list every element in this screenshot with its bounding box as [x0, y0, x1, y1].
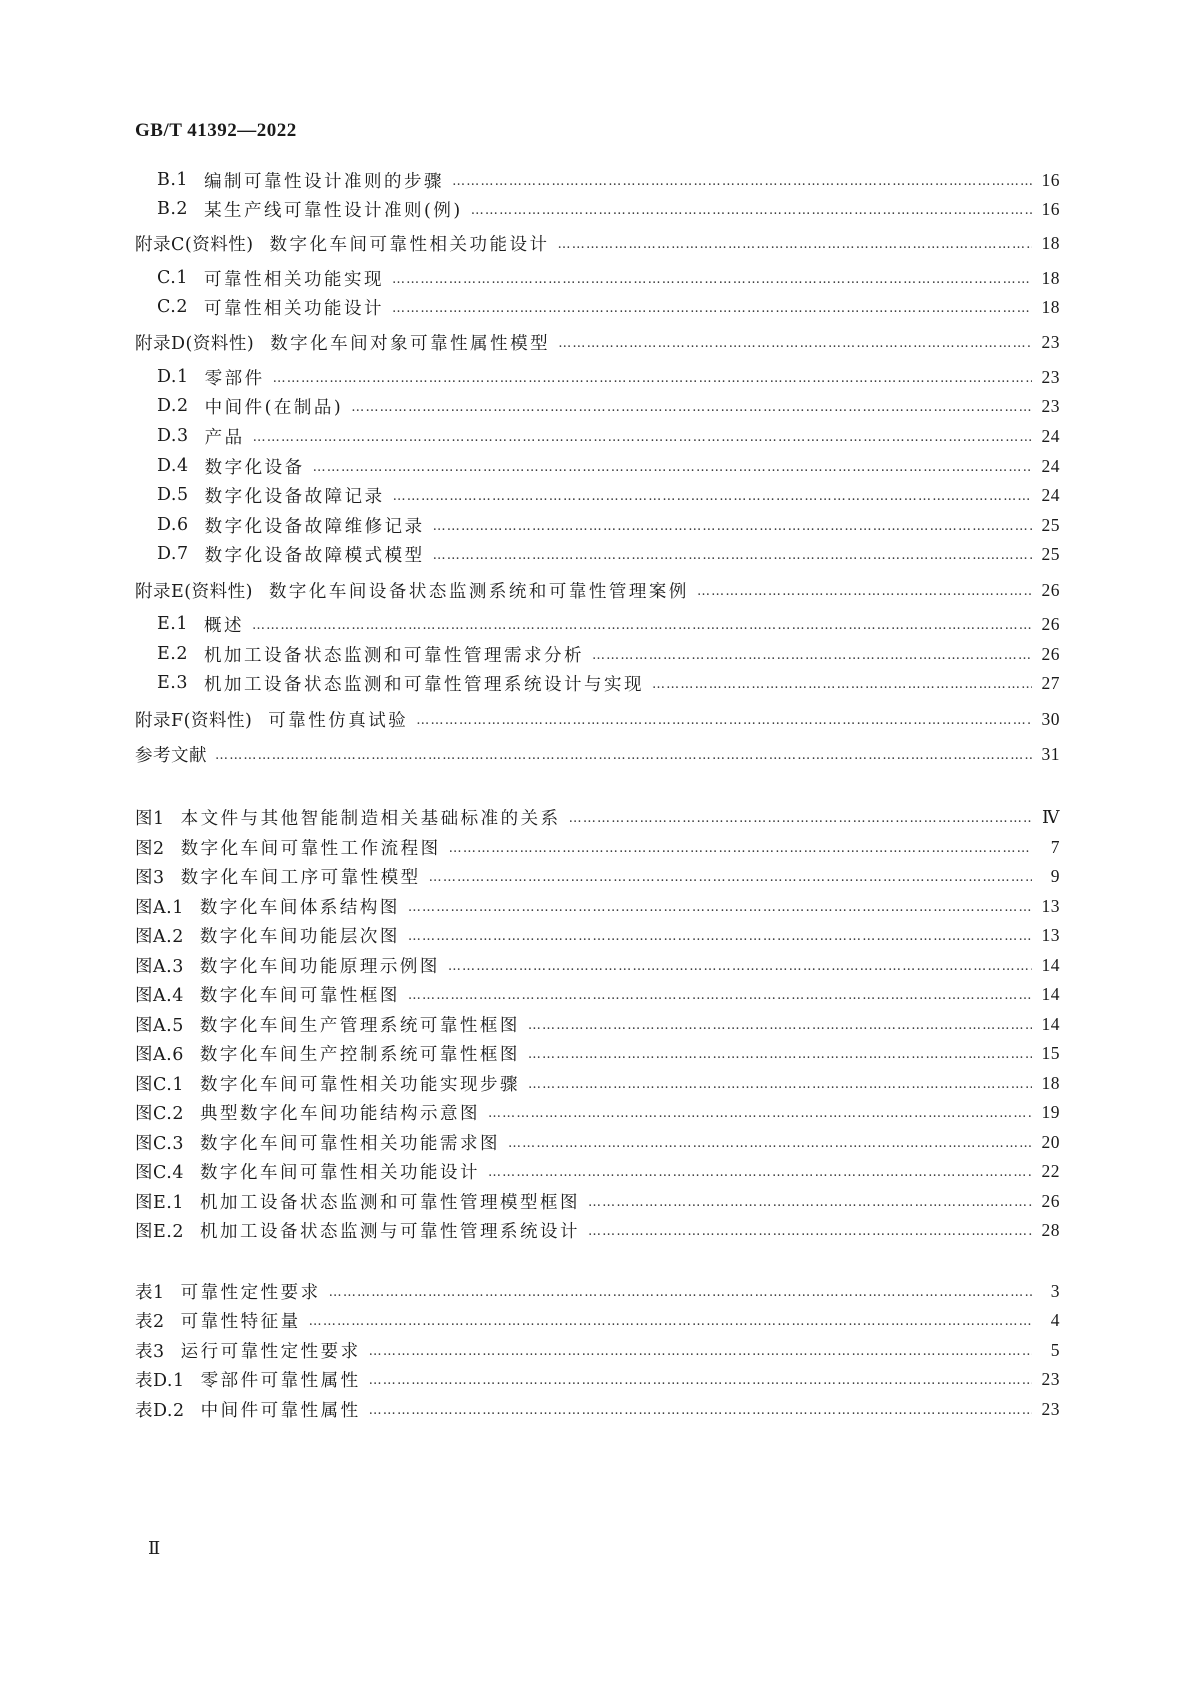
toc-entry-d7[interactable]: [157, 540, 1060, 568]
table-page: 4: [1050, 1309, 1060, 1330]
toc-entry-page: 27: [1041, 672, 1060, 693]
leader-dots: [528, 1017, 1032, 1032]
table-title: 可靠性定性要求: [180, 1282, 321, 1303]
toc-entry-title: 数字化设备故障模式模型: [204, 545, 425, 566]
figure-page: 22: [1041, 1160, 1060, 1181]
leader-dots: [252, 617, 1032, 632]
toc-entry-number: D.5: [157, 485, 189, 505]
table-title: 中间件可靠性属性: [200, 1400, 361, 1421]
leader-dots: [408, 928, 1032, 943]
toc-entry-page: 24: [1041, 425, 1060, 446]
table-page: 5: [1050, 1339, 1060, 1360]
leader-dots: [588, 1223, 1032, 1238]
figure-page: 14: [1041, 1013, 1060, 1034]
toc-entry-title: 数字化车间可靠性相关功能设计: [269, 234, 550, 255]
table-title: 运行可靠性定性要求: [180, 1341, 361, 1362]
standard-code: GB/T 41392—2022: [135, 120, 297, 141]
toc-entry-appendix-d[interactable]: [135, 328, 1060, 356]
leader-dots: [488, 1164, 1032, 1179]
toc-entry-appendix-c[interactable]: [135, 229, 1060, 257]
figure-number: 图C.4: [135, 1162, 184, 1183]
toc-entry-page: 24: [1041, 455, 1060, 476]
figure-number: 图E.1: [135, 1192, 184, 1213]
figure-page: 20: [1041, 1131, 1060, 1152]
figure-number: 图A.1: [135, 897, 184, 918]
figure-page: Ⅳ: [1042, 806, 1060, 827]
figure-page: 13: [1041, 895, 1060, 916]
leader-dots: [558, 335, 1032, 350]
toc-entry-page: 16: [1041, 198, 1060, 219]
leader-dots: [392, 271, 1032, 286]
leader-dots: [433, 547, 1032, 562]
leader-dots: [697, 583, 1032, 598]
figure-number: 图E.2: [135, 1221, 184, 1242]
toc-entry-number: 附录F(资料性): [135, 710, 253, 731]
toc-entry-number: B.2: [157, 199, 189, 219]
leader-dots: [392, 300, 1032, 315]
toc-entry-number: C.2: [157, 297, 188, 317]
figure-page: 9: [1050, 865, 1060, 886]
figure-page: 19: [1041, 1101, 1060, 1122]
figure-entry[interactable]: [135, 892, 1060, 920]
toc-entry-page: 31: [1041, 743, 1060, 764]
toc-entry-page: 25: [1041, 543, 1060, 564]
toc-entry-d1[interactable]: [157, 363, 1060, 391]
figure-number: 图1: [135, 808, 165, 829]
leader-dots: [369, 1402, 1032, 1417]
toc-entry-title: 数字化车间设备状态监测系统和可靠性管理案例: [268, 581, 689, 602]
toc-entry-page: 26: [1041, 579, 1060, 600]
figure-title: 数字化车间生产控制系统可靠性框图: [199, 1044, 520, 1065]
leader-dots: [448, 958, 1032, 973]
figure-title: 本文件与其他智能制造相关基础标准的关系: [180, 808, 561, 829]
toc-entry-e2[interactable]: [157, 640, 1060, 668]
figure-entry[interactable]: [135, 1098, 1060, 1126]
toc-entry-title: 数字化设备: [204, 457, 305, 478]
leader-dots: [449, 840, 1032, 855]
toc-entry-title: 可靠性仿真试验: [268, 710, 409, 731]
toc-entry-title: 机加工设备状态监测和可靠性管理系统设计与实现: [203, 674, 644, 695]
figure-entry[interactable]: [135, 1216, 1060, 1244]
toc-entry-number: B.1: [157, 170, 189, 190]
toc-entry-page: 26: [1041, 613, 1060, 634]
toc-entry-number: 参考文献: [135, 745, 207, 766]
toc-entry-page: 23: [1041, 395, 1060, 416]
leader-dots: [429, 869, 1032, 884]
figure-entry[interactable]: [135, 833, 1060, 861]
leader-dots: [408, 987, 1032, 1002]
table-number: 表2: [135, 1311, 165, 1332]
figure-number: 图C.1: [135, 1074, 184, 1095]
figure-title: 数字化车间生产管理系统可靠性框图: [199, 1015, 520, 1036]
toc-entry-page: 18: [1041, 296, 1060, 317]
figure-title: 数字化车间工序可靠性模型: [180, 867, 421, 888]
toc-entry-number: D.4: [157, 456, 189, 476]
table-number: 表3: [135, 1341, 165, 1362]
toc-entry-d3[interactable]: [157, 422, 1060, 450]
figure-number: 图2: [135, 838, 165, 859]
table-page: 23: [1041, 1398, 1060, 1419]
figure-title: 数字化车间可靠性相关功能实现步骤: [199, 1074, 520, 1095]
figure-page: 18: [1041, 1072, 1060, 1093]
figure-entry[interactable]: [135, 803, 1060, 831]
figure-page: 14: [1041, 983, 1060, 1004]
figure-entry[interactable]: [135, 1187, 1060, 1215]
table-entry[interactable]: [135, 1365, 1060, 1393]
figure-title: 机加工设备状态监测和可靠性管理模型框图: [199, 1192, 580, 1213]
toc-entry-e3[interactable]: [157, 669, 1060, 697]
leader-dots: [558, 236, 1032, 251]
page-number: Ⅱ: [148, 1538, 161, 1558]
leader-dots: [569, 810, 1032, 825]
figure-page: 15: [1041, 1042, 1060, 1063]
toc-entry-page: 23: [1041, 366, 1060, 387]
toc-entry-title: 中间件(在制品): [204, 397, 344, 418]
table-page: 3: [1050, 1280, 1060, 1301]
table-number: 表D.2: [135, 1400, 185, 1421]
figure-entry[interactable]: [135, 1010, 1060, 1038]
table-number: 表1: [135, 1282, 165, 1303]
leader-dots: [528, 1076, 1032, 1091]
toc-entry-page: 30: [1041, 708, 1060, 729]
figure-page: 13: [1041, 924, 1060, 945]
figure-entry[interactable]: [135, 862, 1060, 890]
toc-entry-d5[interactable]: [157, 481, 1060, 509]
leader-dots: [253, 429, 1032, 444]
figure-entry[interactable]: [135, 1039, 1060, 1067]
figure-title: 机加工设备状态监测与可靠性管理系统设计: [199, 1221, 580, 1242]
table-page: 23: [1041, 1368, 1060, 1389]
figure-title: 数字化车间功能原理示例图: [199, 956, 440, 977]
toc-entry-page: 25: [1041, 514, 1060, 535]
figure-number: 图3: [135, 867, 165, 888]
toc-entry-title: 机加工设备状态监测和可靠性管理需求分析: [203, 645, 584, 666]
leader-dots: [408, 899, 1032, 914]
toc-entry-c1[interactable]: [157, 264, 1060, 292]
toc-entry-appendix-e[interactable]: [135, 576, 1060, 604]
toc-entry-page: 18: [1041, 267, 1060, 288]
table-entry[interactable]: [135, 1395, 1060, 1423]
toc-entry-title: 可靠性相关功能实现: [203, 269, 384, 290]
toc-entry-d6[interactable]: [157, 511, 1060, 539]
leader-dots: [508, 1135, 1032, 1150]
leader-dots: [588, 1194, 1032, 1209]
figure-entry[interactable]: [135, 980, 1060, 1008]
toc-entry-c2[interactable]: [157, 293, 1060, 321]
toc-entry-page: 16: [1041, 169, 1060, 190]
toc-entry-title: 零部件: [204, 368, 265, 389]
toc-entry-number: D.7: [157, 544, 189, 564]
figure-entry[interactable]: [135, 1069, 1060, 1097]
leader-dots: [452, 173, 1032, 188]
table-entry[interactable]: [135, 1277, 1060, 1305]
leader-dots: [652, 676, 1032, 691]
toc-entry-page: 23: [1041, 331, 1060, 352]
toc-entry-title: 可靠性相关功能设计: [203, 298, 384, 319]
toc-entry-number: D.1: [157, 367, 189, 387]
figure-page: 14: [1041, 954, 1060, 975]
toc-entry-title: 某生产线可靠性设计准则(例): [204, 200, 463, 221]
toc-entry-b1[interactable]: [157, 166, 1060, 194]
figure-page: 26: [1041, 1190, 1060, 1211]
figure-number: 图A.2: [135, 926, 184, 947]
figure-title: 数字化车间可靠性框图: [199, 985, 400, 1006]
leader-dots: [369, 1372, 1032, 1387]
toc-entry-number: E.3: [157, 673, 188, 693]
toc-entry-number: D.2: [157, 396, 189, 416]
figure-entry[interactable]: [135, 921, 1060, 949]
toc-entry-b2[interactable]: [157, 195, 1060, 223]
toc-entry-number: E.1: [157, 614, 188, 634]
toc-entry-page: 18: [1041, 232, 1060, 253]
toc-entry-title: 产品: [204, 427, 245, 448]
figure-number: 图A.5: [135, 1015, 184, 1036]
toc-entry-number: E.2: [157, 644, 188, 664]
toc-entry-title: 数字化设备故障记录: [204, 486, 385, 507]
leader-dots: [215, 747, 1032, 762]
toc-entry-title: 概述: [203, 615, 244, 636]
figure-title: 数字化车间功能层次图: [199, 926, 400, 947]
toc-entry-number: D.6: [157, 515, 189, 535]
toc-entry-page: 24: [1041, 484, 1060, 505]
toc-entry-number: D.3: [157, 426, 189, 446]
toc-entry-title: 编制可靠性设计准则的步骤: [204, 171, 445, 192]
figure-number: 图A.4: [135, 985, 184, 1006]
figure-title: 数字化车间体系结构图: [199, 897, 400, 918]
figure-number: 图C.2: [135, 1103, 184, 1124]
figure-number: 图A.6: [135, 1044, 184, 1065]
toc-entry-number: C.1: [157, 268, 188, 288]
figure-entry[interactable]: [135, 951, 1060, 979]
leader-dots: [329, 1284, 1032, 1299]
leader-dots: [351, 399, 1032, 414]
table-title: 可靠性特征量: [180, 1311, 301, 1332]
leader-dots: [416, 712, 1032, 727]
table-entry[interactable]: [135, 1336, 1060, 1364]
leader-dots: [471, 202, 1032, 217]
toc-entry-number: 附录D(资料性): [135, 333, 255, 354]
toc-entry-appendix-f[interactable]: [135, 705, 1060, 733]
leader-dots: [393, 488, 1032, 503]
leader-dots: [273, 370, 1032, 385]
toc-entry-page: 26: [1041, 643, 1060, 664]
leader-dots: [313, 459, 1032, 474]
figure-title: 数字化车间可靠性相关功能需求图: [199, 1133, 500, 1154]
leader-dots: [528, 1046, 1032, 1061]
toc-entry-references[interactable]: [135, 740, 1060, 768]
toc-entry-number: 附录E(资料性): [135, 581, 253, 602]
toc-entry-title: 数字化设备故障维修记录: [204, 516, 425, 537]
leader-dots: [592, 647, 1032, 662]
toc-entry-d4[interactable]: [157, 452, 1060, 480]
figure-page: 7: [1050, 836, 1060, 857]
toc-entry-e1[interactable]: [157, 610, 1060, 638]
leader-dots: [369, 1343, 1032, 1358]
figure-number: 图C.3: [135, 1133, 184, 1154]
leader-dots: [488, 1105, 1032, 1120]
leader-dots: [309, 1313, 1032, 1328]
figure-title: 典型数字化车间功能结构示意图: [199, 1103, 480, 1124]
leader-dots: [433, 518, 1032, 533]
figure-entry[interactable]: [135, 1128, 1060, 1156]
figure-title: 数字化车间可靠性相关功能设计: [199, 1162, 480, 1183]
table-title: 零部件可靠性属性: [200, 1370, 361, 1391]
figure-number: 图A.3: [135, 956, 184, 977]
figure-entry[interactable]: [135, 1157, 1060, 1185]
figure-title: 数字化车间可靠性工作流程图: [180, 838, 441, 859]
toc-entry-d2[interactable]: [157, 392, 1060, 420]
toc-entry-title: 数字化车间对象可靠性属性模型: [270, 333, 551, 354]
figure-page: 28: [1041, 1219, 1060, 1240]
table-entry[interactable]: [135, 1306, 1060, 1334]
toc-entry-number: 附录C(资料性): [135, 234, 254, 255]
table-number: 表D.1: [135, 1370, 185, 1391]
